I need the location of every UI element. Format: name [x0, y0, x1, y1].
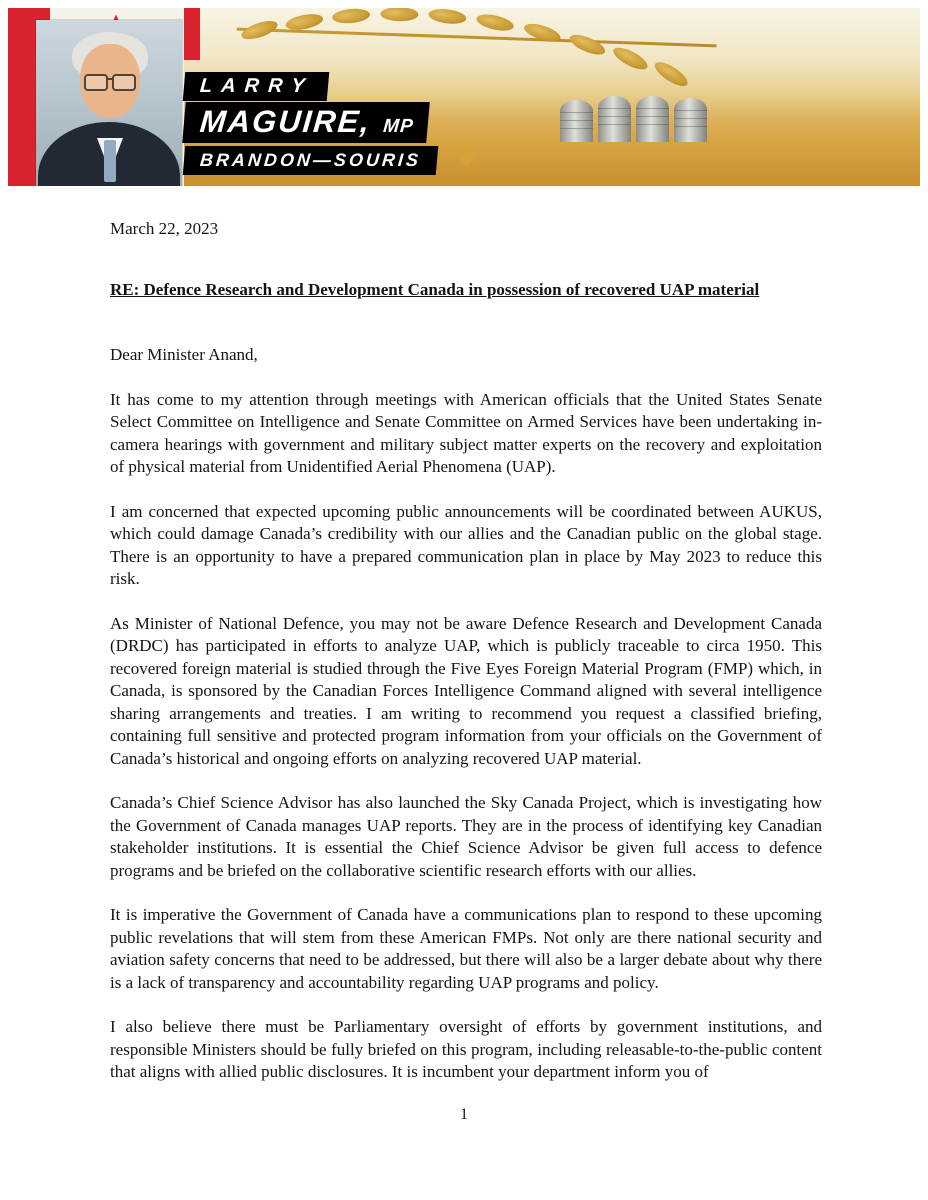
mp-last-name-text: MAGUIRE,: [198, 104, 373, 139]
salutation: Dear Minister Anand,: [110, 345, 258, 364]
paragraph: As Minister of National Defence, you may not be aware Defence Research and Development Canada (DRDC) has participated in efforts to analyze UAP, which is publicly traceable to circa 1950. This recovered foreign material is studied through the Five Eyes Foreign Material Program (FMP) which, in Canada, is sponsored by the Canadian Forces Intelligence Command aligned with several intelligence sharing arrangements and treaties. I am writing to recommend you request a classified briefing, containing full sensitive and protected program information from your officials on the Government of Canada’s historical and ongoing efforts on analyzing recovered UAP material.: [110, 613, 822, 768]
mp-last-name: [182, 102, 430, 143]
silo-icon: [598, 96, 631, 142]
paragraph: It is imperative the Government of Canada have a communications plan to respond to these upcoming public revelations that will stem from these American FMPs. Not only are there national security and aviation safety concerns that need to be addressed, but there will also be a larger debate about why there is a lack of transparency and accountability regarding UAP programs and policy.: [110, 905, 822, 992]
page-number: 1: [460, 1106, 468, 1123]
mp-title-suffix: MP: [382, 116, 415, 137]
grain-silos-graphic: [560, 92, 707, 142]
glasses-icon: [84, 74, 136, 90]
letterhead-banner: [8, 8, 920, 186]
letter-body: [110, 218, 822, 1084]
flag-red-band: [184, 8, 200, 60]
gold-maple-leaf-icon: [456, 148, 478, 170]
mp-riding: BRANDON—SOURIS: [183, 146, 439, 175]
silo-icon: [674, 98, 707, 142]
silo-icon: [636, 96, 669, 142]
paragraph: It has come to my attention through meetings with American officials that the United States Senate Select Committee on Intelligence and Senate Committee on Armed Services have been undertaking in-camera hearings with government and military subject matter experts on the recovery and exploitation of physical material from Unidentified Aerial Phenomena (UAP).: [110, 389, 822, 476]
paragraph: I am concerned that expected upcoming public announcements will be coordinated between AUKUS, which could damage Canada’s credibility with our allies and the Canadian public on the global stage. There is an opportunity to have a prepared communication plan in place by May 2023 to reduce this risk.: [110, 501, 822, 588]
paragraph: Canada’s Chief Science Advisor has also launched the Sky Canada Project, which is investigating how the Government of Canada manages UAP reports. They are in the process of identifying key Canadian stakeholder institutions. It is essential the Chief Science Advisor be given full access to defence programs and be briefed on the collaborative scientific research efforts with our allies.: [110, 793, 822, 880]
paragraph: I also believe there must be Parliamentary oversight of efforts by government institutions, and responsible Ministers should be fully briefed on this program, including releasable-to-the-public content that aligns with allied public disclosures. It is incumbent your department inform you of: [110, 1017, 822, 1081]
silo-icon: [560, 100, 593, 142]
portrait-photo: [36, 20, 182, 186]
subject-line: RE: Defence Research and Development Canada in possession of recovered UAP material: [110, 279, 760, 299]
portrait-tie: [104, 140, 116, 182]
mp-first-name: LARRY: [183, 72, 329, 101]
letter-date: March 22, 2023: [110, 219, 219, 238]
